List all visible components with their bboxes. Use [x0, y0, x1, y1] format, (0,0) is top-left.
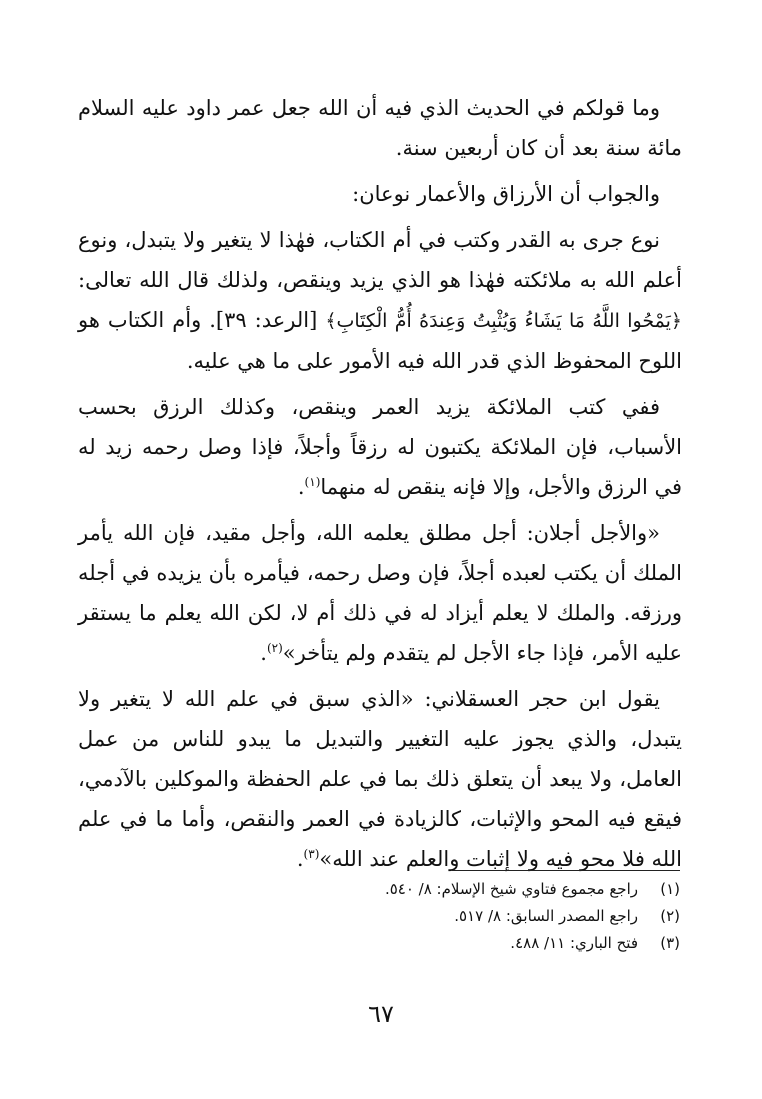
- paragraph-text: يقول ابن حجر العسقلاني: «الذي سبق في علم الله لا يتغير ولا يتبدل، والذي يجوز عليه التغيير والتبديل ما يبدو للناس من عمل العامل، ولا يبعد أن يتعلق ذلك بما في علم الحفظة والموكلين بالآدمي، فيقع فيه المحو والإثبات، كالزيادة في العمر والنقص، وأما ما في علم الله فلا محو فيه ولا إثبات والعلم عند الله»: [78, 687, 682, 871]
- paragraph-text: «والأجل أجلان: أجل مطلق يعلمه الله، وأجل مقيد، فإن الله يأمر الملك أن يكتب لعبده أجلاً، فإن وصل رحمه، فيأمره بأن يزيده في أجله ورزقه. والملك لا يعلم أيزاد له في ذلك أم لا، لكن الله يعلم ما يستقر عليه الأمر، فإذا جاء الأجل لم يتقدم ولم يتأخر»: [78, 521, 682, 665]
- quran-verse: ﴿يَمْحُوا اللَّهُ مَا يَشَاءُ وَيُثْبِتُ وَعِندَهُ أُمُّ الْكِتَابِ﴾: [325, 310, 682, 332]
- paragraph-ibn-hajar: يقول ابن حجر العسقلاني: «الذي سبق في علم الله لا يتغير ولا يتبدل، والذي يجوز عليه التغيير والتبديل ما يبدو للناس من عمل العامل، ولا يبعد أن يتعلق ذلك بما في علم الحفظة والموكلين بالآدمي، فيقع فيه المحو والإثبات، كالزيادة في العمر والنقص، وأما ما في علم الله فلا محو فيه ولا إثبات والعلم عند الله»$^{(٣)}$.: [78, 687, 682, 871]
- page-body: [78, 88, 682, 885]
- paragraph-two-terms: «والأجل أجلان: أجل مطلق يعلمه الله، وأجل مقيد، فإن الله يأمر الملك أن يكتب لعبده أجلاً، فإن وصل رحمه، فيأمره بأن يزيده في أجله ورزقه. والملك لا يعلم أيزاد له في ذلك أم لا، لكن الله يعلم ما يستقر عليه الأمر، فإذا جاء الأجل لم يتقدم ولم يتأخر»$^{(٢)}$.: [78, 521, 682, 665]
- footnote-text: راجع المصدر السابق: ٨/ ٥١٧.: [454, 907, 638, 925]
- footnotes: [300, 876, 680, 957]
- page-number: ٦٧: [368, 1000, 394, 1028]
- paragraph-text: ففي كتب الملائكة يزيد العمر وينقص، وكذلك الرزق بحسب الأسباب، فإن الملائكة يكتبون له رزقاً وأجلاً، فإذا وصل رحمه زيد له في الرزق والأجل، وإلا فإنه ينقص له منهما: [78, 395, 682, 499]
- footnote-text: راجع مجموع فتاوي شيخ الإسلام: ٨/ ٥٤٠.: [384, 880, 638, 898]
- footnote-number: (٣): [660, 934, 680, 952]
- paragraph-question: [78, 88, 682, 168]
- footnote-item: [300, 903, 680, 930]
- paragraph-angels-books: ففي كتب الملائكة يزيد العمر وينقص، وكذلك الرزق بحسب الأسباب، فإن الملائكة يكتبون له رزقاً وأجلاً، فإذا وصل رحمه زيد له في الرزق والأجل، وإلا فإنه ينقص له منهما$^{(١)}$.: [78, 395, 682, 499]
- footnote-item: [300, 876, 680, 903]
- footnote-item: [300, 930, 680, 957]
- paragraph-text: [الرعد: ٣٩]. وأم الكتاب هو اللوح المحفوظ الذي قدر الله فيه الأمور على ما هي عليه.: [78, 308, 682, 373]
- footnote-reference: (٣): [303, 847, 320, 861]
- footnote-reference: (٢): [266, 641, 283, 655]
- footnote-text: فتح الباري: ١١/ ٤٨٨.: [510, 934, 638, 952]
- paragraph-two-kinds: [78, 220, 682, 381]
- paragraph-text: وما قولكم في الحديث الذي فيه أن الله جعل عمر داود عليه السلام مائة سنة بعد أن كان أربعين سنة.: [78, 96, 682, 160]
- footnote-reference: (١): [304, 475, 321, 489]
- footnote-number: (٢): [660, 907, 680, 925]
- footnote-divider: [452, 870, 680, 871]
- paragraph-answer-intro: [78, 174, 682, 214]
- footnote-number: (١): [660, 880, 680, 898]
- paragraph-text: نوع جرى به القدر وكتب في أم الكتاب، فهٰذا لا يتغير ولا يتبدل، ونوع أعلم الله به ملائكته فهٰذا هو الذي يزيد وينقص، ولذلك قال الله تعالى:: [78, 228, 682, 292]
- paragraph-text: والجواب أن الأرزاق والأعمار نوعان:: [352, 182, 660, 206]
